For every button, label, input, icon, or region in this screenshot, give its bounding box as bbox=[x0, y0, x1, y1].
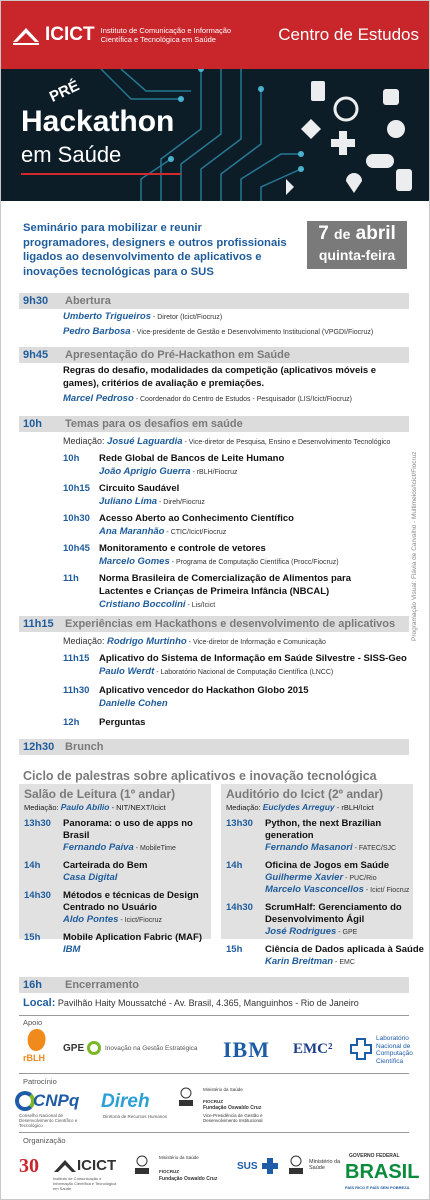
item-title: Rede Global de Bancos de Leite Humano bbox=[99, 453, 285, 464]
speaker-line bbox=[99, 556, 339, 567]
speaker-name: Juliano Lima bbox=[99, 496, 158, 507]
speaker-line bbox=[99, 698, 168, 709]
item-title: Circuito Saudável bbox=[99, 483, 180, 494]
mediation-line: Mediação: Josué Laguardia - Vice-diretor de Pesquisa, Ensino e Desenvolvimento Tecnológico bbox=[63, 436, 391, 447]
item-title: Norma Brasileira de Comercialização de Alimentos para bbox=[99, 573, 352, 584]
item-time: 14h bbox=[226, 860, 243, 871]
fiocruz-full-text: Fundação Oswaldo Cruz bbox=[159, 1176, 218, 1182]
divider bbox=[19, 1073, 409, 1074]
speaker-line: Pedro Barbosa - Vice-presidente de Gestão e Desenvolvimento Institucional (VPGDI/Fiocruz) bbox=[63, 326, 374, 337]
item-title-cont: generation bbox=[265, 830, 314, 841]
item-title-cont: Brasil bbox=[63, 830, 90, 841]
speaker-name: Marcelo Gomes bbox=[99, 556, 170, 567]
speaker-line bbox=[99, 466, 238, 477]
speaker-name: Fernando Paiva bbox=[63, 842, 134, 853]
speaker-role: - GPE bbox=[336, 929, 358, 936]
vpgdi-text: Vice-Presidência de Gestão e Desenvolvimento Institucional bbox=[203, 1113, 263, 1123]
speaker-line bbox=[99, 666, 333, 677]
item-title: Perguntas bbox=[99, 717, 146, 728]
ministerio-saude-text: Ministério da Saúde bbox=[309, 1159, 341, 1171]
sus-cross-icon bbox=[261, 1157, 279, 1175]
gpe-logo-text: GPE bbox=[63, 1043, 85, 1054]
icict-org-logo: ICICT bbox=[77, 1157, 117, 1174]
speaker-name: Guilherme Xavier bbox=[265, 872, 344, 883]
institute-name: Instituto de Comunicação e Informação Científica e Tecnológica em Saúde bbox=[100, 26, 232, 44]
speaker-line: Umberto Trigueiros - Diretor (Icict/Fiocruz) bbox=[63, 311, 223, 322]
speaker-name: Danielle Cohen bbox=[99, 698, 168, 709]
speaker-role: - rBLH/Fiocruz bbox=[190, 469, 238, 476]
speaker-line bbox=[265, 956, 355, 967]
hackathon-banner bbox=[1, 69, 429, 201]
item-time: 13h30 bbox=[226, 818, 253, 829]
gpe-swirl-icon bbox=[87, 1041, 101, 1055]
intro-section bbox=[1, 201, 429, 283]
fiocruz-text: FIOCRUZ bbox=[159, 1169, 179, 1174]
icict-org-logo-icon bbox=[53, 1157, 77, 1175]
speaker-role: - CTIC/Icict/Fiocruz bbox=[164, 529, 227, 536]
item-time: 14h bbox=[24, 860, 41, 871]
rblh-logo-text: rBLH bbox=[23, 1053, 45, 1063]
item-time: 15h bbox=[24, 932, 41, 943]
item-time: 11h30 bbox=[63, 685, 90, 696]
speaker-name: João Aprigio Guerra bbox=[99, 466, 191, 477]
item-time: 10h45 bbox=[63, 543, 90, 554]
item-title: Aplicativo do Sistema de Informação em Saúde Silvestre - SISS-Geo bbox=[99, 653, 407, 664]
item-title: ScrumHalf: Gerenciamento do bbox=[265, 902, 402, 913]
item-time: 14h30 bbox=[24, 890, 51, 901]
divider bbox=[19, 1015, 409, 1016]
cnpq-logo: CNPq bbox=[33, 1091, 80, 1110]
speaker-name: Karin Breitman bbox=[265, 956, 334, 967]
speaker-role: - Direh/Fiocruz bbox=[157, 499, 205, 506]
organizacao-label: Organização bbox=[23, 1136, 66, 1145]
title-underline bbox=[21, 173, 181, 175]
item-title: Carteirada do Bem bbox=[63, 860, 148, 871]
ministerio-emblem-icon bbox=[175, 1085, 197, 1109]
mediation-line: Mediação: Rodrigo Murtinho - Vice-diretor de Informação e Comunicação bbox=[63, 636, 326, 647]
speaker-line bbox=[265, 926, 357, 937]
date-box: 7 de abril quinta-feira bbox=[307, 221, 407, 269]
speaker-line bbox=[63, 872, 117, 883]
ministerio-text: Ministério da Saúde bbox=[203, 1087, 243, 1092]
item-title: Métodos e técnicas de Design bbox=[63, 890, 199, 901]
item-title: Ciência de Dados aplicada à Saúde bbox=[265, 944, 424, 955]
divider bbox=[19, 1132, 409, 1133]
desc-line: games), critérios de avaliação e premiações. bbox=[63, 378, 265, 389]
icict-logo-text: ICICT bbox=[45, 24, 95, 45]
speaker-role: - Icict/Fiocruz bbox=[118, 917, 162, 924]
item-time: 11h bbox=[63, 573, 79, 584]
icict-org-subtitle: Instituto de Comunicação e Informação Científica e Tecnológica em Saúde bbox=[53, 1176, 117, 1191]
item-time: 10h30 bbox=[63, 513, 90, 524]
hackathon-subtitle: em Saúde bbox=[21, 142, 122, 167]
ministerio-emblem-icon bbox=[131, 1153, 153, 1177]
ibm-logo: IBM bbox=[223, 1037, 270, 1062]
centro-de-estudos: Centro de Estudos bbox=[278, 25, 419, 44]
speaker-name: IBM bbox=[63, 944, 81, 955]
ciclo-heading: Ciclo de palestras sobre aplicativos e inovação tecnológica bbox=[23, 769, 377, 783]
desc-line: Regras do desafio, modalidades da competição (aplicativos móveis e bbox=[63, 365, 377, 376]
item-title: Aplicativo vencedor do Hackathon Globo 2015 bbox=[99, 685, 309, 696]
session-bar-temas: 10h Temas para os desafios em saúde bbox=[19, 416, 409, 432]
speaker-line bbox=[63, 842, 176, 853]
speaker-role: - Icict/ Fiocruz bbox=[363, 887, 410, 894]
local-line: Local: Pavilhão Haity Moussatché - Av. Brasil, 4.365, Manguinhos - Rio de Janeiro bbox=[23, 997, 359, 1009]
brasil-logo: BRASIL bbox=[345, 1161, 420, 1183]
pre-label: PRÉ bbox=[46, 77, 82, 106]
cnpq-swirl-icon bbox=[15, 1091, 35, 1111]
lncc-logo-icon bbox=[349, 1037, 373, 1061]
speaker-line bbox=[265, 884, 409, 895]
brasil-slogan: PAÍS RICO É PAÍS SEM POBREZA bbox=[345, 1185, 410, 1190]
emc-logo: EMC² bbox=[293, 1041, 333, 1057]
item-title-cont: Centrado no Usuário bbox=[63, 902, 157, 913]
apoio-label: Apoio bbox=[23, 1018, 43, 1027]
direh-logo: Direh bbox=[101, 1091, 150, 1112]
fiocruz-full-text: Fundação Oswaldo Cruz bbox=[203, 1105, 262, 1111]
credit-vertical: Programação Visual: Flávia de Carvalho - Multimeios/Icict/Fiocruz bbox=[411, 451, 418, 641]
ministerio-emblem-icon bbox=[285, 1153, 307, 1177]
speaker-line bbox=[265, 872, 377, 883]
patrocinio-label: Patrocínio bbox=[23, 1077, 57, 1086]
speaker-role: - Programa de Computação Científica (Procc/Fiocruz) bbox=[169, 559, 339, 566]
session-bar-experiencias: 11h15 Experiências em Hackathons e desenvolvimento de aplicativos bbox=[19, 616, 409, 632]
item-title-cont: Lactentes e Crianças de Primeira Infância (NBCAL) bbox=[99, 586, 330, 597]
cnpq-subtitle: Conselho Nacional de Desenvolvimento Científico e Tecnológico bbox=[19, 1113, 78, 1128]
item-time: 10h bbox=[63, 453, 80, 464]
item-time: 15h bbox=[226, 944, 243, 955]
item-title: Acesso Aberto ao Conhecimento Científico bbox=[99, 513, 294, 524]
hackathon-title: Hackathon bbox=[21, 105, 175, 138]
speaker-role: - Laboratório Nacional de Computação Científica (LNCC) bbox=[154, 669, 334, 676]
speaker-name: Aldo Pontes bbox=[63, 914, 119, 925]
governo-federal-text: GOVERNO FEDERAL bbox=[349, 1153, 400, 1159]
salao-de-leitura-column: Salão de Leitura (1º andar) Mediação: Paulo Abílio - NIT/NEXT/Icict 13h30 Panorama: o uso de apps no Brasil Fernando Paiva - MobileTime 14h Carteirada do Bem Casa Digital 14h30 Métodos e técnicas de Design Centrado no Usuário Aldo Pontes - Icict/Fiocruz 15h Mobile Aplication Fabric (MAF) IBM bbox=[19, 784, 211, 939]
speaker-role: - EMC bbox=[333, 959, 355, 966]
30-anos-logo: 30 bbox=[19, 1155, 39, 1177]
speaker-line bbox=[265, 842, 396, 853]
item-title: Oficina de Jogos em Saúde bbox=[265, 860, 390, 871]
lncc-logo-text: Laboratório Nacional de Computação Científica bbox=[376, 1035, 413, 1065]
speaker-role: - FATEC/SJC bbox=[352, 845, 397, 852]
session-bar-brunch: 12h30 Brunch bbox=[19, 739, 409, 755]
speaker-name: José Rodrigues bbox=[265, 926, 337, 937]
speaker-role: - PUC/Rio bbox=[343, 875, 377, 882]
speaker-name: Paulo Werdt bbox=[99, 666, 155, 677]
speaker-line bbox=[99, 599, 215, 610]
icict-logo-icon bbox=[11, 24, 41, 46]
sus-logo: SUS bbox=[237, 1161, 258, 1172]
item-time: 14h30 bbox=[226, 902, 253, 913]
speaker-line bbox=[63, 944, 80, 955]
item-title: Mobile Aplication Fabric (MAF) bbox=[63, 932, 202, 943]
session-bar-abertura: 9h30 Abertura bbox=[19, 293, 409, 309]
speaker-role: - MobileTime bbox=[133, 845, 176, 852]
speaker-line bbox=[99, 526, 226, 537]
item-title: Monitoramento e controle de vetores bbox=[99, 543, 266, 554]
speaker-name: Casa Digital bbox=[63, 872, 118, 883]
speaker-name: Marcelo Vasconcellos bbox=[265, 884, 364, 895]
speaker-role: - Lis/Icict bbox=[185, 602, 216, 609]
speaker-line bbox=[99, 496, 205, 507]
header bbox=[1, 1, 429, 69]
item-title: Panorama: o uso de apps no bbox=[63, 818, 193, 829]
item-time: 12h bbox=[63, 717, 80, 728]
session-bar-apresentacao: 9h45 Apresentação do Pré-Hackathon em Saúde bbox=[19, 347, 409, 363]
ministerio-text: Ministério da Saúde bbox=[159, 1155, 199, 1160]
speaker-name: Ana Maranhão bbox=[99, 526, 165, 537]
gpe-subtitle: Inovação na Gestão Estratégica bbox=[105, 1045, 198, 1052]
direh-subtitle: Diretoria de Recursos Humanos bbox=[103, 1114, 168, 1119]
item-time: 13h30 bbox=[24, 818, 51, 829]
speaker-name: Cristiano Boccolini bbox=[99, 599, 186, 610]
item-time: 11h15 bbox=[63, 653, 90, 664]
item-title-cont: Desenvolvimento Ágil bbox=[265, 914, 365, 925]
session-bar-encerramento: 16h Encerramento bbox=[19, 977, 409, 993]
speaker-line bbox=[63, 914, 162, 925]
intro-text: Seminário para mobilizar e reunir programadores, designers e outros profissionais ligados ao desenvolvimento de aplicativos e inovações tecnológicas para o SUS bbox=[23, 222, 287, 278]
auditorio-column: Auditório do Icict (2º andar) Mediação: Euclydes Arreguy - rBLH/Icict 13h30 Python, the next Brazilian generation Fernando Masanori - FATEC/SJC 14h Oficina de Jogos em Saúde Guilherme Xavier - PUC/Rio Marcelo Vasconcellos - Icict/ Fiocruz 14h30 ScrumHalf: Gerenciamento do Desenvolvimento Ágil José Rodrigues - GPE 15h Ciência de Dados aplicada à Saúde Karin Breitman - EMC bbox=[221, 784, 413, 939]
speaker-line: Marcel Pedroso - Coordenador do Centro de Estudos - Pesquisador (LIS/Icict/Fiocruz) bbox=[63, 393, 353, 404]
fiocruz-text: FIOCRUZ bbox=[203, 1099, 223, 1104]
speaker-name: Fernando Masanori bbox=[265, 842, 353, 853]
item-time: 10h15 bbox=[63, 483, 90, 494]
item-title: Python, the next Brazilian bbox=[265, 818, 382, 829]
